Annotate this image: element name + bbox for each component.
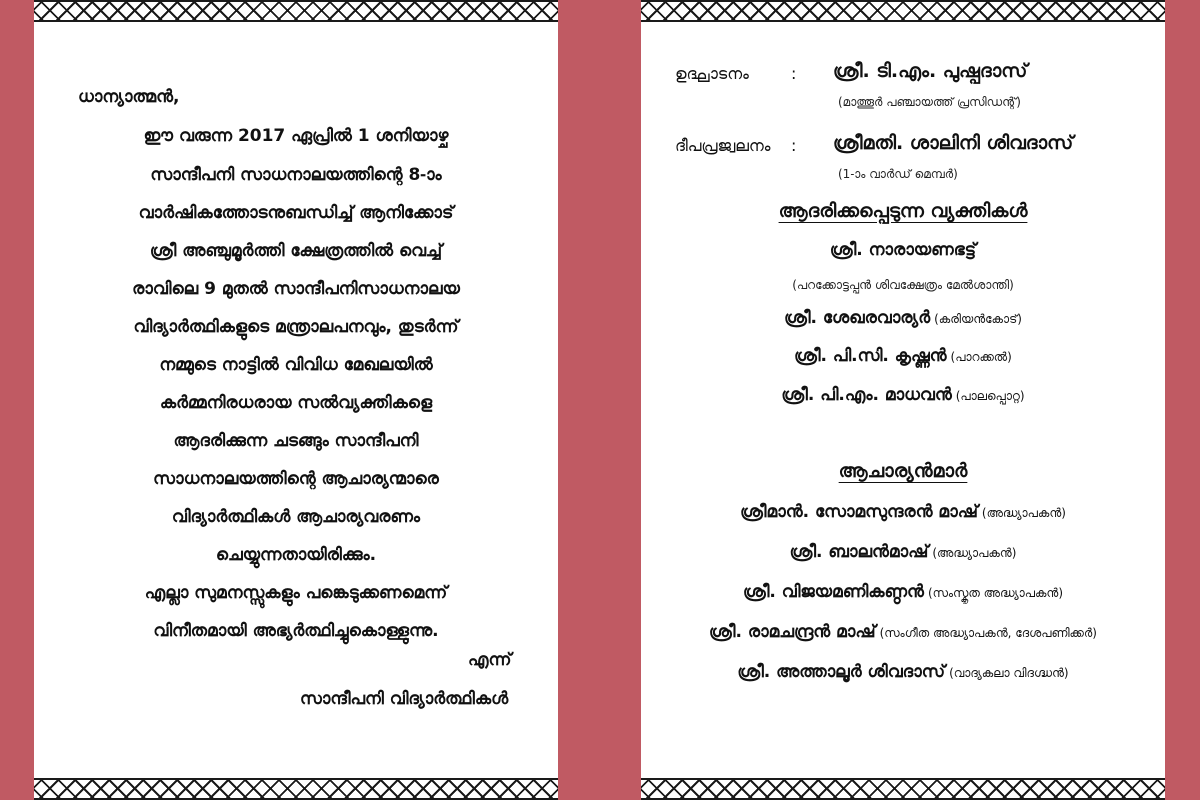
inauguration-label: ഉദ്ഘാടനം — [675, 64, 749, 83]
lamp-lighting-designation: (1-ാം വാർഡ് മെമ്പർ) — [838, 167, 958, 181]
body-line: ചെയ്യുന്നതായിരിക്കും. — [215, 545, 377, 565]
inauguration-colon: : — [791, 64, 797, 83]
body-line: വിദ്യാർത്ഥികളുടെ മന്ത്രാലപനവും, തുടർന്ന് — [133, 317, 459, 337]
honoree-place: (പറക്കോട്ടപ്പൻ ശിവക്ഷേത്രം മേൽശാന്തി) — [792, 278, 1014, 292]
honoree-row: ശ്രീ. ശേഖരവാര്യർ (കരിയൻകോട്) — [784, 308, 1022, 328]
closing-word: എന്ന് — [468, 650, 512, 670]
body-line: നമ്മുടെ നാട്ടിൽ വിവിധ മേഖലയിൽ — [159, 355, 433, 375]
honorees-heading: ആദരിക്കപ്പെടുന്ന വ്യക്തികൾ — [778, 200, 1028, 222]
acharya-row: ശ്രീ. രാമചന്ദ്രൻ മാഷ് (സംഗീത അദ്ധ്യാപകൻ, ദേശപണിക്കർ) — [709, 622, 1097, 642]
body-line: സാന്ദീപനി സാധനാലയത്തിന്റെ 8-ാം — [150, 165, 442, 185]
inauguration-name: ശ്രീ. ടി.എം. പുഷ്പദാസ് — [833, 60, 1028, 82]
acharyas-heading: ആചാര്യൻമാർ — [838, 460, 968, 482]
body-line: രാവിലെ 9 മുതൽ സാന്ദീപനിസാധനാലയ — [132, 279, 460, 299]
body-line: ശ്രീ അഞ്ചുമൂർത്തി ക്ഷേത്രത്തിൽ വെച്ച് — [149, 241, 443, 261]
acharya-row: ശ്രീ. ബാലൻമാഷ് (അദ്ധ്യാപകൻ) — [789, 542, 1017, 562]
lamp-lighting-colon: : — [791, 136, 797, 155]
honoree-row: ശ്രീ. പി.എം. മാധവൻ (പാലപ്പൊറ്റ) — [781, 385, 1025, 405]
body-line: വിനീതമായി അഭ്യർത്ഥിച്ചുകൊള്ളുന്നു. — [153, 621, 439, 641]
body-line: ഈ വരുന്ന 2017 ഏപ്രിൽ 1 ശനിയാഴ്ച — [143, 126, 449, 146]
body-line: സാധനാലയത്തിന്റെ ആചാര്യന്മാരെ — [153, 469, 439, 489]
decorative-border-bottom — [34, 778, 558, 800]
invitation-left-page — [34, 0, 558, 800]
invitation-right-page — [641, 0, 1165, 800]
honoree-name: ശ്രീ. നാരായണഭട്ട് — [829, 240, 977, 260]
lamp-lighting-name: ശ്രീമതി. ശാലിനി ശിവദാസ് — [833, 132, 1074, 154]
honoree-row: ശ്രീ. പി.സി. കൃഷ്ണൻ (പാറക്കൽ) — [794, 346, 1012, 366]
greeting: ധാന്യാത്മൻ, — [78, 87, 180, 107]
body-line: ആദരിക്കുന്ന ചടങ്ങും സാന്ദീപനി — [173, 431, 419, 451]
body-line: വാർഷികത്തോടനുബന്ധിച്ച് ആനിക്കോട് — [138, 203, 454, 223]
inauguration-designation: (മാത്തൂർ പഞ്ചായത്ത് പ്രസിഡന്റ്) — [838, 95, 1021, 109]
body-line: വിദ്യാർത്ഥികൾ ആചാര്യവരണം — [171, 507, 421, 527]
acharya-row: ശ്രീ. വിജയമണികണ്ഠൻ (സംസ്കൃത അദ്ധ്യാപകൻ) — [742, 582, 1064, 602]
decorative-border-bottom — [641, 778, 1165, 800]
lamp-lighting-label: ദീപപ്രജ്വലനം — [675, 136, 771, 155]
acharya-row: ശ്രീ. അത്താലൂർ ശിവദാസ് (വാദ്യകലാ വിദഗ്ദ്ധൻ) — [737, 662, 1069, 682]
signature: സാന്ദീപനി വിദ്യാർത്ഥികൾ — [300, 689, 509, 709]
body-line: എല്ലാ സുമനസ്സുകളും പങ്കെടുക്കണമെന്ന് — [144, 583, 448, 603]
acharya-row: ശ്രീമാൻ. സോമസുന്ദരൻ മാഷ് (അദ്ധ്യാപകൻ) — [740, 502, 1066, 522]
body-line: കർമ്മനിരധരായ സൽവ്യക്തികളെ — [159, 393, 433, 413]
